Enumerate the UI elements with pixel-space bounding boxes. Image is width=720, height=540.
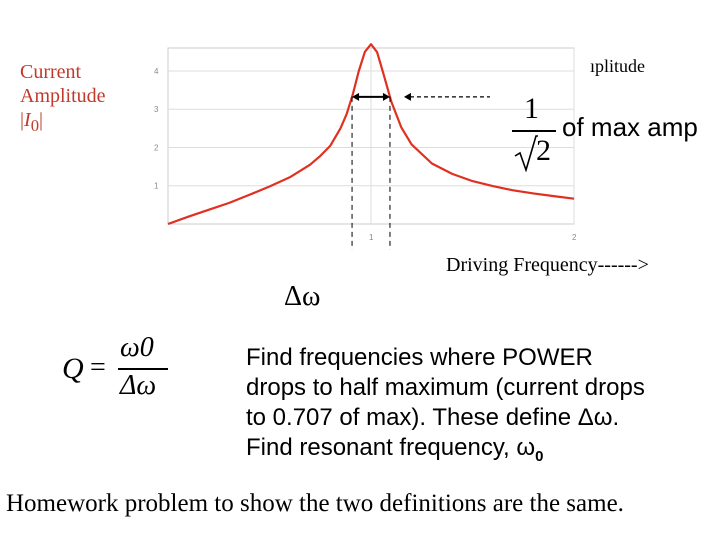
x-axis-label: Driving Frequency------> [446,254,649,276]
amplitude-annotation: ıplitude [590,56,645,76]
q-definition [62,332,182,408]
fraction-numerator: 1 [524,92,539,125]
explanation-line3: to 0.707 of max). These define Δω. [246,404,620,431]
explanation-line4-text: Find resonant frequency, ω [246,434,536,461]
explanation-line2: drops to half maximum (current drops [246,374,645,401]
y-tick-label: 2 [154,143,159,153]
explanation-line1: Find frequencies where POWER [246,344,593,371]
explanation-line4 [246,433,716,472]
y-axis-label-line3: $|I_0|$ [20,109,44,135]
y-tick-label: 4 [154,66,159,76]
q-numerator: ω0 [120,332,154,363]
explanation-line4-sub: 0 [535,447,544,465]
equals-sign: = [90,352,106,383]
y-axis-label-var: I [24,109,31,131]
q-denominator: Δω [120,370,157,401]
y-axis-label-line1: Current [20,61,82,83]
q-symbol: Q [62,352,84,385]
footer-text: Homework problem to show the two definitions are the same. [6,490,624,517]
x-tick-label: 1 [369,233,374,242]
x-tick-label: 2 [572,233,577,242]
fraction-one-over-root-two [508,92,558,174]
y-axis-label-line2: Amplitude [20,85,106,107]
y-axis-label-sub: 0 [30,116,40,135]
y-tick-label: 1 [154,181,159,191]
y-tick-label: 3 [154,105,159,115]
fraction-radicand: 2 [536,134,551,167]
explanation-text [246,343,716,472]
of-max-amp-text: of max amp [562,112,698,142]
y-axis-label [20,60,106,138]
radical-sign [514,132,538,172]
delta-omega-label: Δω [284,281,321,312]
